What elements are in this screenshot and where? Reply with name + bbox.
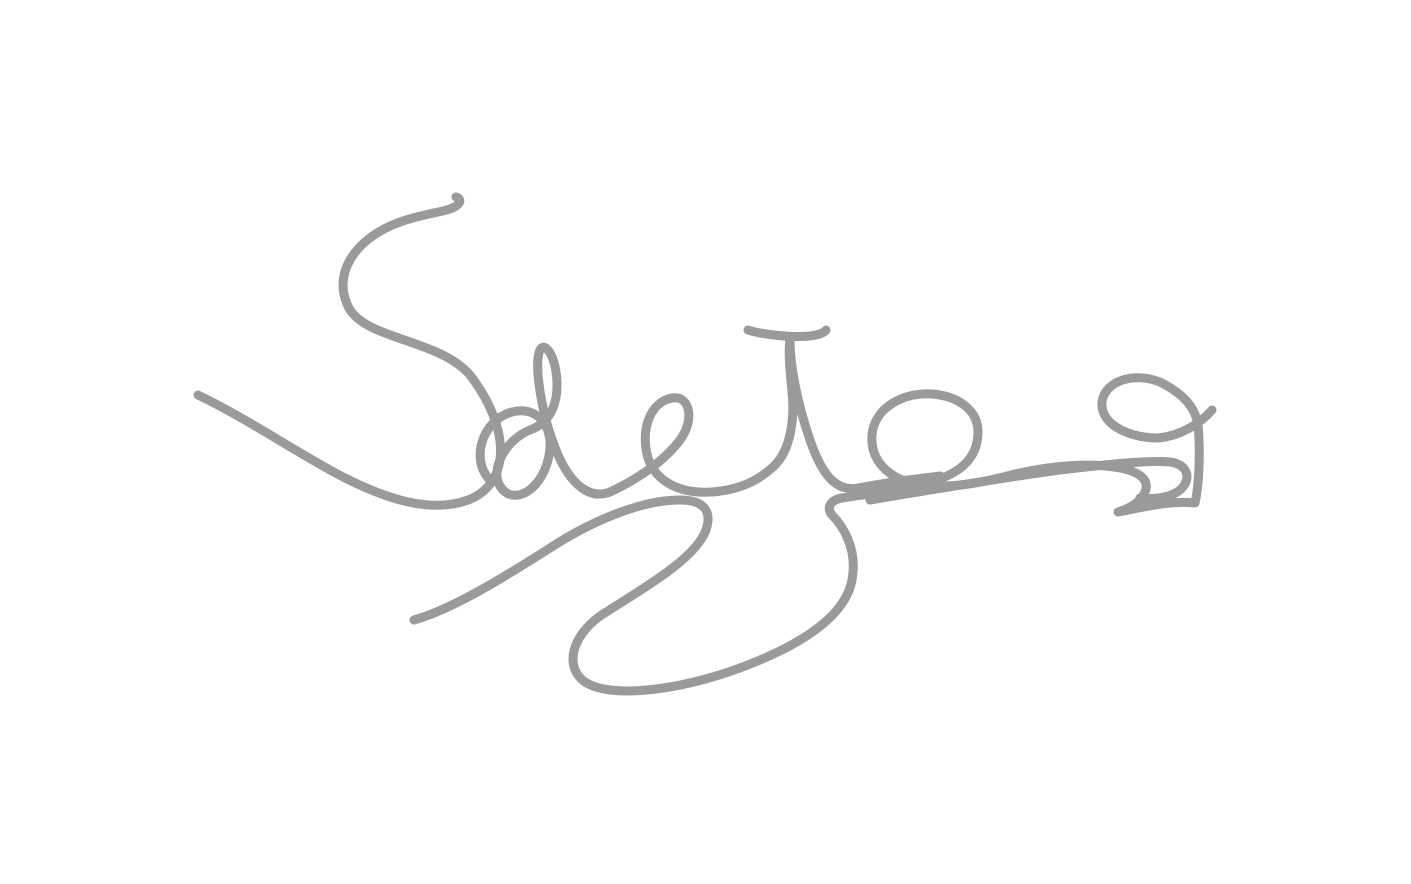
signature-cross-bar xyxy=(748,330,826,337)
signature-lower-loop xyxy=(775,340,940,489)
signature-lead-stroke xyxy=(198,197,501,505)
signature-swash xyxy=(414,498,853,691)
signature-letter-d xyxy=(480,347,610,495)
signature-letter-e xyxy=(610,398,775,492)
